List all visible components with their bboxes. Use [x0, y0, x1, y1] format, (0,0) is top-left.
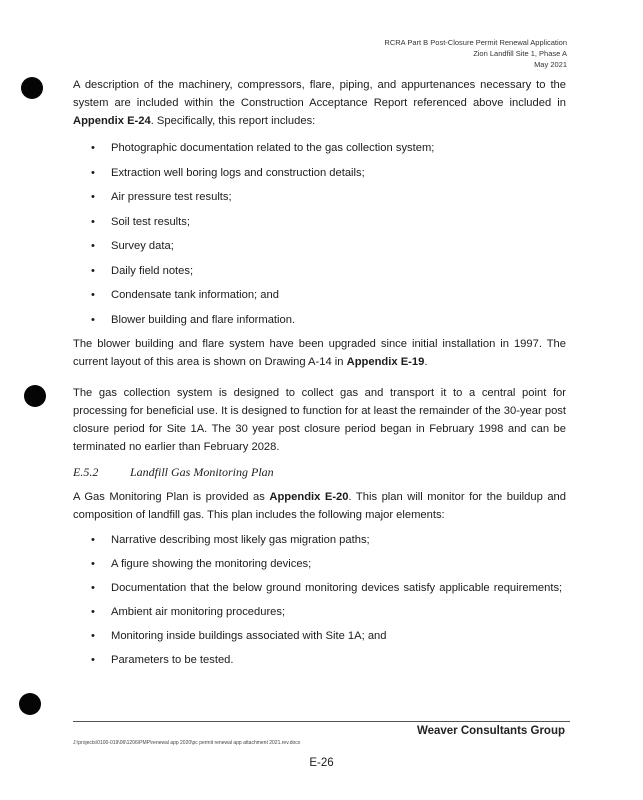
monitoring-elements-list — [91, 531, 567, 669]
file-path: J:\projects\0100-019\06\1206\PMP\renewal app 2020\pc permit renewal app attachment 2021.rev.docx — [73, 740, 301, 746]
paragraph-machinery: A description of the machinery, compressors, flare, piping, and appurtenances necessary to the system are included within the Construction Acceptance Report referenced above included in Appendix E-24. Specifically, this report includes: — [73, 79, 566, 127]
bullet-icon: • — [91, 215, 95, 228]
bullet-icon: • — [91, 289, 95, 301]
list-item: • A figure showing the monitoring devices; — [91, 555, 567, 573]
bullet-icon: • — [91, 142, 95, 154]
binder-hole — [24, 385, 46, 407]
list-item: • Parameters to be tested. — [91, 651, 567, 669]
bullet-icon: • — [91, 654, 95, 666]
list-item: • Condensate tank information; and — [91, 283, 567, 308]
bullet-icon: • — [91, 606, 95, 618]
list-item: • Survey data; — [91, 234, 567, 259]
list-item: • Ambient air monitoring procedures; — [91, 603, 567, 621]
binder-hole — [19, 693, 41, 715]
list-item: • Soil test results; — [91, 210, 567, 235]
bullet-icon: • — [91, 264, 95, 277]
bullet-icon: • — [91, 166, 95, 179]
report-contents-list — [91, 136, 567, 332]
header-date: May 2021 — [534, 60, 567, 69]
list-item: • Photographic documentation related to the gas collection system; — [91, 136, 567, 161]
appendix-reference: Appendix E-19 — [346, 356, 425, 368]
appendix-reference: Appendix E-20 — [269, 491, 349, 503]
paragraph-blower-building: The blower building and flare system have been upgraded since initial installation in 1997. The current layout of this area is shown on Drawing A-14 in Appendix E-19. — [73, 338, 566, 368]
bullet-icon: • — [91, 313, 95, 326]
section-number: E.5.2 — [73, 465, 99, 479]
bullet-icon: • — [91, 630, 95, 642]
bullet-icon: • — [91, 191, 95, 203]
list-item: • Documentation that the below ground monitoring devices satisfy applicable requirements; — [91, 579, 567, 597]
list-item: • Blower building and flare information. — [91, 308, 567, 333]
running-header — [384, 37, 567, 70]
list-item: • Extraction well boring logs and construction details; — [91, 161, 567, 186]
bullet-icon: • — [91, 240, 95, 252]
section-title: Landfill Gas Monitoring Plan — [130, 465, 274, 479]
bullet-icon: • — [91, 582, 95, 594]
appendix-reference: Appendix E-24 — [73, 115, 151, 127]
list-item: • Narrative describing most likely gas migration paths; — [91, 531, 567, 549]
footer-divider — [73, 721, 570, 722]
list-item: • Monitoring inside buildings associated with Site 1A; and — [91, 627, 567, 645]
company-name: Weaver Consultants Group — [416, 725, 565, 737]
page-number: E-26 — [309, 757, 334, 769]
header-site: Zion Landfill Site 1, Phase A — [473, 49, 567, 58]
paragraph-gas-collection: The gas collection system is designed to collect gas and transport it to a central point for processing for beneficial use. It is designed to function for at least the remainder of the 30-year post closure period for Site 1A. The 30 year post closure period began in February 1998 and can be terminated no earlier than February 2028. — [73, 387, 566, 453]
header-title: RCRA Part B Post-Closure Permit Renewal Application — [384, 38, 567, 47]
list-item: • Daily field notes; — [91, 259, 567, 284]
bullet-icon: • — [91, 558, 95, 570]
binder-hole — [21, 77, 43, 99]
paragraph-monitoring-plan: A Gas Monitoring Plan is provided as Appendix E-20. This plan will monitor for the buildup and composition of landfill gas. This plan includes the following major elements: — [73, 491, 566, 521]
bullet-icon: • — [91, 534, 95, 546]
section-heading — [73, 465, 274, 480]
list-item: • Air pressure test results; — [91, 185, 567, 210]
